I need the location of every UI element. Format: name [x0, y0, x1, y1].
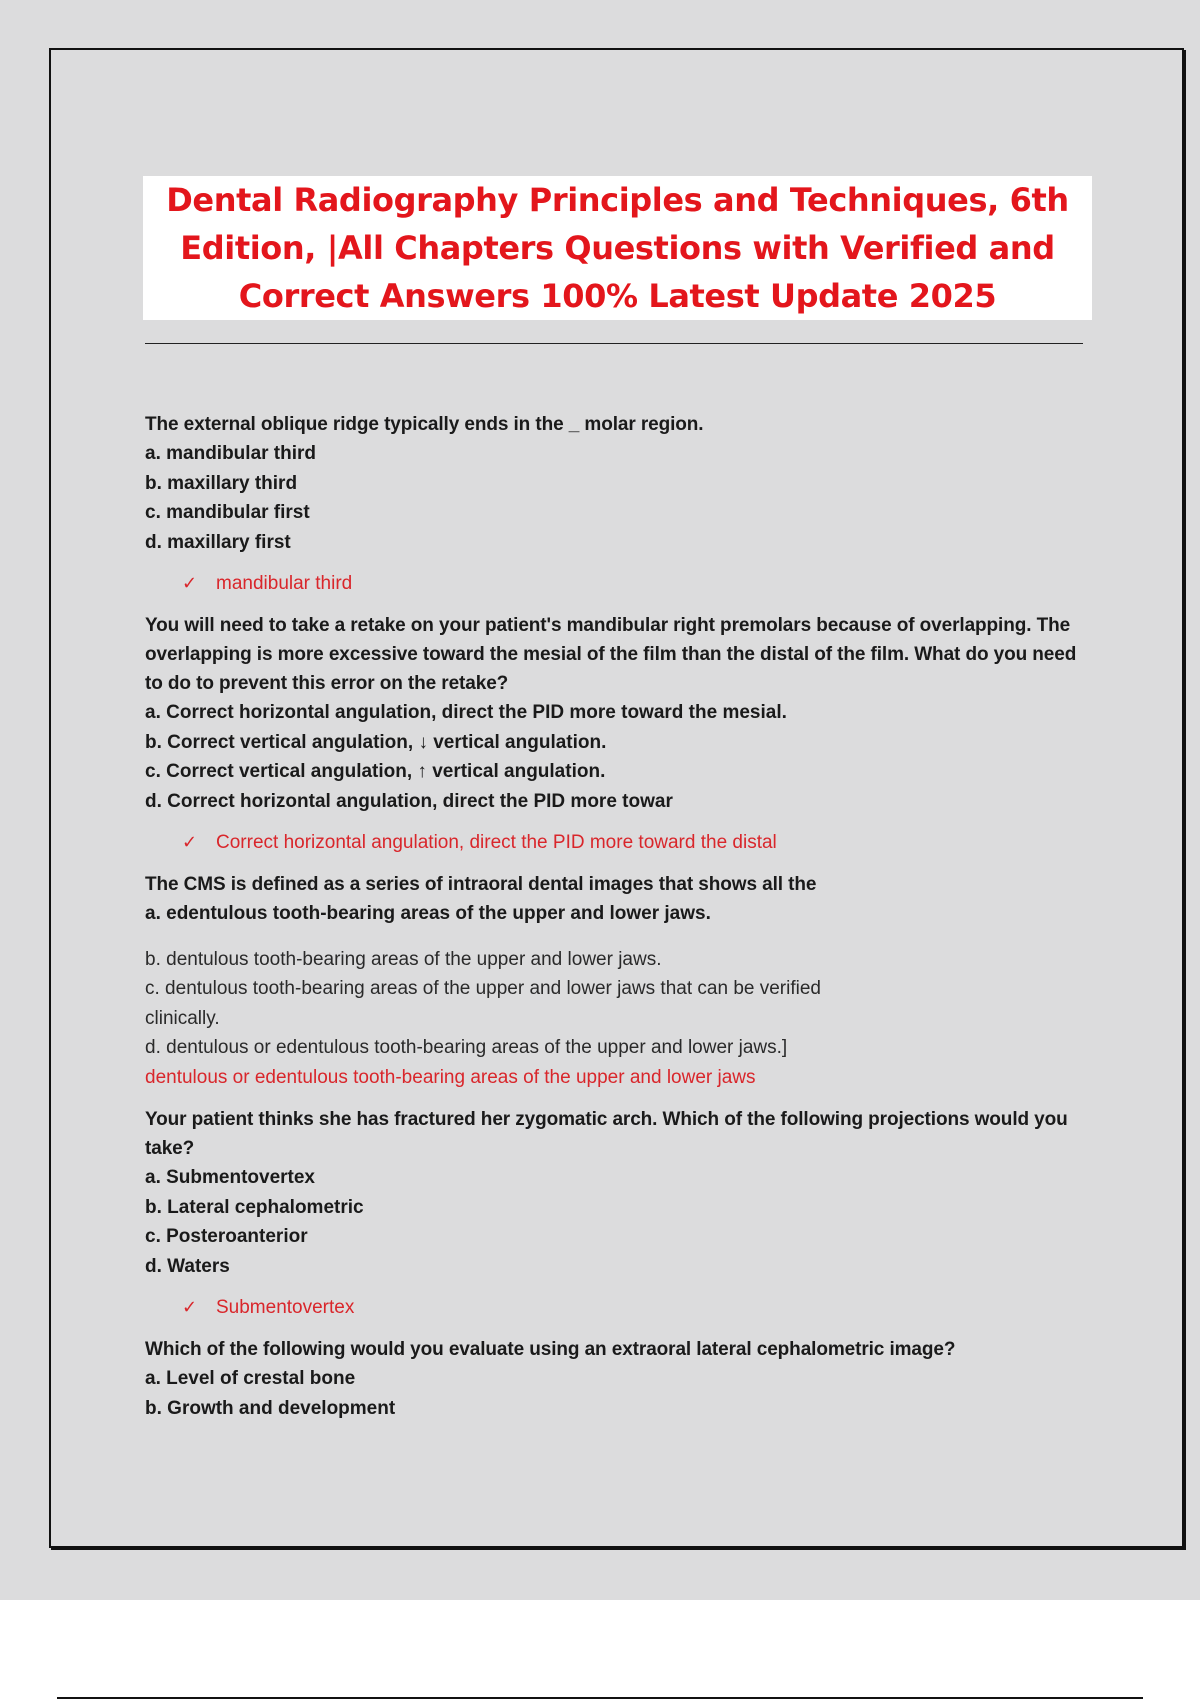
answer-row: [182, 1293, 1095, 1322]
option-b: b. Lateral cephalometric: [145, 1196, 364, 1218]
checkmark-icon: ✓: [182, 1297, 198, 1317]
answer-row: [182, 569, 1095, 598]
answer-text: dentulous or edentulous tooth-bearing areas of the upper and lower jaws: [145, 1066, 756, 1088]
title-divider: [145, 343, 1083, 344]
option-d: d. maxillary first: [145, 531, 291, 553]
option-a: a. Correct horizontal angulation, direct the PID more toward the mesial.: [145, 702, 787, 723]
title-box: [143, 176, 1092, 320]
option-c: c. dentulous tooth-bearing areas of the upper and lower jaws that can be verified: [145, 978, 821, 999]
next-page-top-rule: [57, 1697, 1143, 1699]
option-a: a. Level of crestal bone: [145, 1368, 356, 1389]
option-a: a. mandibular third: [145, 443, 317, 464]
option-b: b. Correct vertical angulation, ↓ vertical angulation.: [145, 731, 607, 753]
option-a: a. Submentovertex: [145, 1167, 315, 1188]
question-prompt: You will need to take a retake on your patient's mandibular right premolars because of overlapping. The overlapping is more excessive toward the mesial of the film than the distal of the film. What do you need to do to prevent this error on the retake?: [145, 615, 1077, 694]
question-1: [145, 410, 1095, 598]
option-a: a. edentulous tooth-bearing areas of the upper and lower jaws.: [145, 903, 711, 924]
answer-text: Correct horizontal angulation, direct the PID more toward the distal: [216, 832, 777, 853]
answer-row: [182, 828, 1095, 857]
checkmark-icon: ✓: [182, 573, 198, 593]
question-2: [145, 611, 1095, 857]
document-title: Dental Radiography Principles and Techniques, 6th Edition, |All Chapters Questions with Verified and Correct Answers 100% Latest Update 2025: [166, 181, 1069, 315]
question-3: [145, 870, 1095, 1092]
option-b: b. maxillary third: [145, 472, 298, 494]
checkmark-icon: ✓: [182, 832, 198, 852]
question-prompt: Which of the following would you evaluate using an extraoral lateral cephalometric image?: [145, 1339, 956, 1360]
option-b: b. Growth and development: [145, 1397, 396, 1419]
option-c: c. Correct vertical angulation, ↑ vertical angulation.: [145, 761, 606, 782]
question-prompt: The CMS is defined as a series of intraoral dental images that shows all the: [145, 874, 817, 895]
option-d: d. dentulous or edentulous tooth-bearing areas of the upper and lower jaws.]: [145, 1037, 788, 1058]
option-c-continued: clinically.: [145, 1007, 220, 1029]
question-4: [145, 1105, 1095, 1322]
option-c: c. Posteroanterior: [145, 1226, 308, 1247]
option-c: c. mandibular first: [145, 502, 310, 523]
option-d: d. Waters: [145, 1255, 230, 1277]
option-d: d. Correct horizontal angulation, direct the PID more towar: [145, 790, 673, 812]
answer-text: mandibular third: [216, 573, 353, 594]
option-b: b. dentulous tooth-bearing areas of the upper and lower jaws.: [145, 948, 662, 970]
answer-text: Submentovertex: [216, 1297, 355, 1318]
question-prompt: Your patient thinks she has fractured her zygomatic arch. Which of the following projections would you take?: [145, 1109, 1068, 1159]
question-list: [145, 410, 1095, 1423]
question-prompt: The external oblique ridge typically ends in the _ molar region.: [145, 414, 704, 435]
question-5: [145, 1335, 1095, 1423]
